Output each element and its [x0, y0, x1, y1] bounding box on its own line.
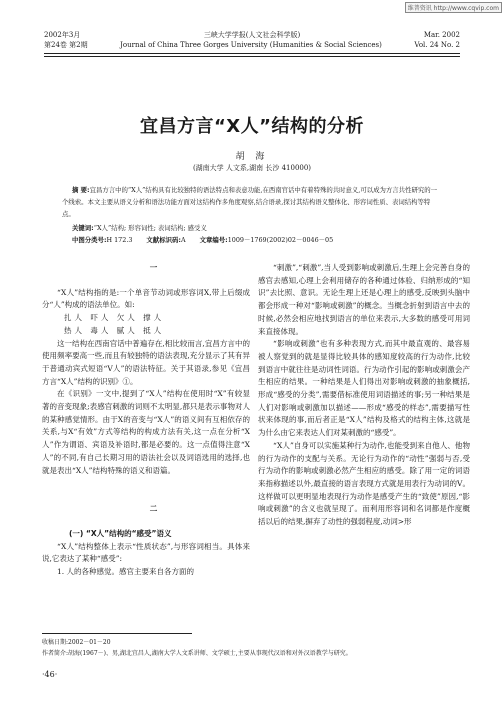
footnote-author-bio: 作者简介:胡海(1967－)、男,湖北宜昌人,湖南大学人文系讲师、文学硕士,主要从事现代汉语和对外汉语教学与研究。	[42, 650, 352, 657]
section-two-heading: 二	[149, 504, 158, 514]
left-column	[42, 262, 250, 579]
section-one-heading: 一	[149, 263, 158, 272]
article-number-label: 文章编号:	[199, 236, 228, 244]
clc-value: H 172.3	[106, 236, 133, 244]
header-volume-cn: 第24卷 第2期	[44, 41, 88, 49]
body-paragraph: 这一结构在西南官话中普遍存在,相比较而言,宜昌方言中的使用频率要高一些,而且有较独特的语法表现,充分显示了其有异于普通动宾式短语“V人”的语法特征。关于其语录,参见《宜昌方言“X人”结构的识别》①。	[42, 338, 250, 386]
body-paragraph: “刺激”,“刺激”,当人受到影响或刺激后,生理上会完善自身的感官去感知,心理上会利用储存的各种通过体验、归纳形成的“知识”去比照、意识。无论生理上还是心理上的感受,反映到头脑中都会形成一种对“影响或刺激”的概念。当概念折射到语言中去的时候,必然会相应地找到语言的单位来表示,大多数的感受可用词来直接体现。	[258, 263, 470, 336]
body-paragraph: 在《识别》一文中,提到了“X人”结构在使用时“X”有较显著的音变现象;表感官刺激的词则不太明显,都只是表示事物对人的某种感觉情形。由于X的音变与“X人”的语义间有互相依存的关系,与X“有效”方式等结构的构成方法有关,这一点在分析“X人”作为谓语、宾语及补语时,都是必要的。这一点值得注意“X人”的不同,有自己长期习用的语法社会以及词语选用的选择,也就是表出“X人”结构特殊的语义和语篇。	[42, 389, 250, 475]
running-header	[44, 30, 460, 50]
author-name: 胡 海	[235, 152, 269, 162]
keywords-text: “X人”结构; 形容词性; 表词结构; 感受义	[93, 224, 207, 232]
footnote-received: 收稿日期:2002－01－20	[42, 639, 111, 646]
author-affiliation: (湖南大学 人文系,湖南 长沙 410000)	[192, 164, 312, 172]
doc-code-value: A	[180, 236, 186, 244]
right-column	[258, 262, 470, 529]
abstract-label: 摘 要:	[72, 186, 90, 194]
page-number: ·46·	[42, 670, 58, 679]
header-volume-en: Vol. 24 No. 2	[414, 41, 460, 49]
doc-code-label: 文献标识码:	[146, 236, 181, 244]
keywords-label: 关键词:	[72, 224, 94, 232]
abstract-text: 宜昌方言中的“X人”结构具有比较独特的语法特点和表意功能,在西南官话中有着特殊的共时意义,可以成为方言共性研究的一个线索。本文主要从语义分析和语法功能方面对这结构作多角度观察,结合语录,探讨其结构语义整体化、形容词性质、表词结构等特点。	[62, 186, 438, 218]
watermark-stamp: 维普资讯 http://www.cqvip.com	[405, 2, 502, 13]
article-number-value: 1009－1769(2002)02－0046－05	[227, 236, 334, 244]
paper-title: 宜昌方言“X人”结构的分析	[139, 116, 365, 137]
header-rule	[44, 53, 460, 54]
keywords	[62, 222, 442, 234]
body-paragraph: “X人”自身可以实施某种行为动作,也能受到来自他人、他物的行为动作的支配与关系。无论行为动作的“动性”强弱与否,受行为动作的影响或刺激必然产生相应的感受。除了用一定的词语来指称描述以外,最直接的语言表现方式就是用表行为动词的V。这样做可以更明显地表现行为动作是感受产生的“致使”原因,“影响或刺激”的含义也就呈现了。而利用形容词和名词都是作度概括以后的结果,摒弃了动性的强弱程度,动词>形	[258, 440, 470, 527]
header-journal-cn: 三峡大学学报(人文社会科学版)	[203, 31, 301, 39]
header-journal-en: Journal of China Three Gorges University (Humanities & Social Sciences)	[120, 41, 382, 49]
body-paragraph: 1. 人的各种感觉。感官主要来自各方面的	[57, 567, 195, 577]
body-paragraph: “X人”结构整体上表示“性质状态”,与形容词相当。具体来说,它表达了某种“感受”:	[42, 541, 250, 564]
classification-line	[72, 234, 442, 246]
body-paragraph: “X人”结构指的是:一个单音节动词或形容词X,带上后缀成分“人”构成的语法单位。如:	[42, 287, 250, 310]
header-rule-thin	[44, 56, 460, 57]
example-words: 热人 毒人 腻人 抵人	[64, 325, 165, 335]
example-words: 扎人 吓人 欠人 撑人	[64, 313, 165, 323]
footnote-rule	[42, 633, 192, 634]
body-paragraph: “影响或刺激”也有多种表现方式,而其中最直观的、最容易被人察觉到的就是显得比较具体的感知度较高的行为动作,比较到语言中就往往是动词性词语。行为动作引起的影响或刺激会产生相应的结果。一种结果是人们得出对影响或刺激的抽象概括,形成“感受的分类”,需要借标准使用词语描述的事;另一种结果是人们对影响或刺激加以描述——形成“感受的样态”,需要描写性状来体现的事,而后者正是“X人”结构及格式的结构主体,这就是为什么由它来表达人们对某刺激的“感受”。	[258, 339, 470, 438]
subsection-heading: (一) “X人”结构的“感受”语义	[69, 528, 172, 538]
abstract	[62, 184, 442, 220]
header-date: 2002年3月	[44, 31, 81, 39]
header-date-en: Mar. 2002	[423, 31, 460, 39]
clc-label: 中图分类号:	[72, 236, 107, 244]
